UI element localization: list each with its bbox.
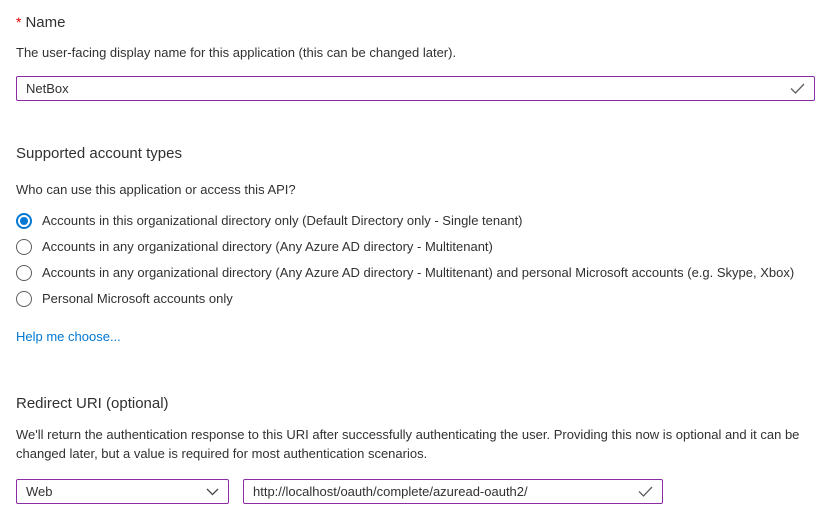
radio-option-single-tenant[interactable] xyxy=(16,208,815,234)
name-label-row xyxy=(16,12,815,33)
required-asterisk: * xyxy=(16,14,22,30)
radio-option-multitenant-personal[interactable] xyxy=(16,260,815,286)
name-input[interactable] xyxy=(17,81,790,96)
check-icon xyxy=(790,83,805,94)
app-registration-form xyxy=(0,12,829,504)
name-label: Name xyxy=(25,14,66,31)
radio-option-label: Personal Microsoft accounts only xyxy=(42,291,233,306)
platform-select-value: Web xyxy=(26,484,53,499)
radio-option-multitenant[interactable] xyxy=(16,234,815,260)
radio-option-personal-only[interactable] xyxy=(16,286,815,312)
account-type-radio-group xyxy=(16,208,815,312)
radio-icon xyxy=(16,213,32,229)
chevron-down-icon xyxy=(206,488,219,496)
redirect-uri-input[interactable] xyxy=(244,484,638,499)
name-input-box xyxy=(16,76,815,101)
radio-option-label: Accounts in any organizational directory (Any Azure AD directory - Multitenant) and personal Microsoft accounts (e.g. Skype, Xbox) xyxy=(42,265,795,280)
check-icon xyxy=(638,486,653,497)
radio-option-label: Accounts in this organizational directory only (Default Directory only - Single tenant) xyxy=(42,213,523,228)
redirect-uri-title: Redirect URI (optional) xyxy=(16,395,169,412)
platform-select[interactable] xyxy=(16,479,229,504)
redirect-uri-description: We'll return the authentication response to this URI after successfully authenticating the user. Providing this now is optional and it can be changed later, but a value is required for most authentication scenarios. xyxy=(16,427,800,461)
account-types-title: Supported account types xyxy=(16,145,182,162)
radio-icon xyxy=(16,239,32,255)
radio-icon xyxy=(16,265,32,281)
redirect-uri-input-box xyxy=(243,479,663,504)
radio-icon xyxy=(16,291,32,307)
redirect-uri-row xyxy=(16,479,815,504)
name-description: The user-facing display name for this application (this can be changed later). xyxy=(16,45,457,60)
radio-option-label: Accounts in any organizational directory (Any Azure AD directory - Multitenant) xyxy=(42,239,493,254)
account-types-question: Who can use this application or access this API? xyxy=(16,182,296,197)
help-me-choose-link[interactable]: Help me choose... xyxy=(16,329,121,344)
